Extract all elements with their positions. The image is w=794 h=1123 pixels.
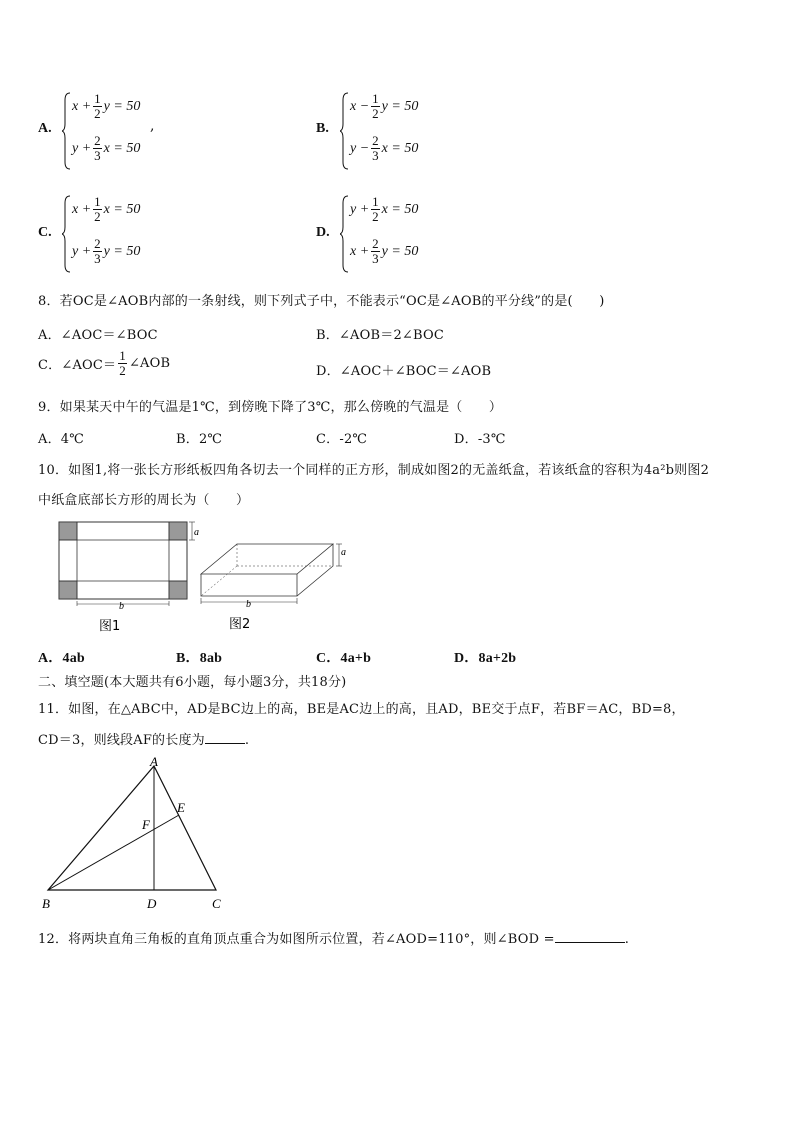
equation-2: y + $\frac{2}{3}$ y = 50 <box>72 236 141 266</box>
q11-stem-line1: 11．如图，在△ABC中，AD是BC边上的高，BE是AC边上的高，且AD，BE交于点F，若BF＝AC，BD=8， <box>38 702 685 717</box>
option-label: A. <box>38 121 52 136</box>
q11-triangle-figure <box>40 756 230 914</box>
q11-stem-line2 <box>38 729 249 748</box>
corner-square <box>169 581 187 599</box>
option-label: C. <box>38 225 52 240</box>
dimension-a: a <box>194 527 199 538</box>
answer-blank[interactable] <box>555 930 625 943</box>
vertex-b: B <box>42 896 50 911</box>
equation-system <box>62 195 182 265</box>
figure-2-open-box <box>201 544 346 632</box>
brace-icon <box>62 92 72 170</box>
brace-icon <box>340 195 350 273</box>
q8-option-b: B．∠AOB＝2∠BOC <box>316 328 445 343</box>
vertex-c: C <box>212 896 221 911</box>
triangle-abc <box>48 766 216 890</box>
brace-icon <box>62 195 72 273</box>
q10-option-b: B．8ab <box>176 651 223 666</box>
equation-2: x + $\frac{2}{3}$ y = 50 <box>350 236 419 266</box>
section-heading: 二、填空题(本大题共有6小题，每小题3分，共18分) <box>38 675 347 690</box>
option-label: B. <box>316 121 329 136</box>
q8-option-d: D．∠AOC＋∠BOC＝∠AOB <box>316 364 492 379</box>
figure-1-caption: 图1 <box>99 619 121 634</box>
figure-1-flat-sheet <box>59 522 199 634</box>
q9-stem: 9．如果某天中午的气温是1℃，到傍晚下降了3℃，那么傍晚的气温是（ ） <box>38 400 503 415</box>
brace-icon <box>340 92 350 170</box>
equation-2: y + $\frac{2}{3}$ x = 50 <box>72 133 141 163</box>
point-f: F <box>142 817 150 832</box>
q10-option-d: D．8a+2b <box>454 651 517 666</box>
corner-square <box>59 522 77 540</box>
point-e: E <box>177 800 185 815</box>
dimension-a: a <box>341 547 346 558</box>
equation-system <box>340 195 460 265</box>
stem-text: . <box>244 733 250 748</box>
q8-stem: 8．若OC是∠AOB内部的一条射线，则下列式子中，不能表示“OC是∠AOB的平分线”的是( ) <box>38 294 605 309</box>
corner-square <box>169 522 187 540</box>
q10-option-c: C．4a+b <box>316 651 372 666</box>
equation-1: x + $\frac{1}{2}$ y = 50 <box>72 91 141 121</box>
figure-2-caption: 图2 <box>229 617 251 632</box>
vertex-a: A <box>150 756 158 769</box>
equation-system <box>62 92 182 162</box>
equation-1: x − $\frac{1}{2}$ y = 50 <box>350 91 419 121</box>
q10-stem-line1: 10．如图1,将一张长方形纸板四角各切去一个同样的正方形，制成如图2的无盖纸盒，若该纸盒的容积为4a²b则图2 <box>38 463 710 478</box>
stem-text: 12．将两块直角三角板的直角顶点重合为如图所示位置，若∠AOD=110°，则∠BOD = <box>38 932 555 947</box>
equation-1: x + $\frac{1}{2}$ x = 50 <box>72 194 141 224</box>
q10-stem-line2: 中纸盒底部长方形的周长为（ ） <box>38 493 250 508</box>
equation-2: y − $\frac{2}{3}$ x = 50 <box>350 133 419 163</box>
q8-option-c <box>38 349 170 378</box>
q8-option-a: A．∠AOC＝∠BOC <box>38 328 158 343</box>
q12-stem <box>38 928 629 947</box>
dimension-b: b <box>119 601 124 612</box>
altitude-be <box>48 815 179 890</box>
equation-system <box>340 92 460 162</box>
q9-option-b: B．2℃ <box>176 432 223 447</box>
stem-text: CD＝3，则线段AF的长度为 <box>38 733 205 748</box>
q10-option-a: A．4ab <box>38 651 85 666</box>
q9-option-d: D．-3℃ <box>454 432 506 447</box>
dimension-b: b <box>246 599 251 610</box>
fraction: $\frac{1}{2}$ <box>119 348 126 378</box>
option-text: ∠AOB <box>128 356 171 371</box>
q10-figures <box>55 518 365 636</box>
equation-1: y + $\frac{1}{2}$ x = 50 <box>350 194 419 224</box>
q9-option-c: C．-2℃ <box>316 432 368 447</box>
trailing-comma: , <box>150 118 155 134</box>
point-d: D <box>147 896 157 911</box>
corner-square <box>59 581 77 599</box>
answer-blank[interactable] <box>205 731 245 744</box>
stem-text: . <box>624 932 630 947</box>
q9-option-a: A．4℃ <box>38 432 85 447</box>
option-text: C．∠AOC＝ <box>38 358 117 373</box>
option-label: D. <box>316 225 330 240</box>
